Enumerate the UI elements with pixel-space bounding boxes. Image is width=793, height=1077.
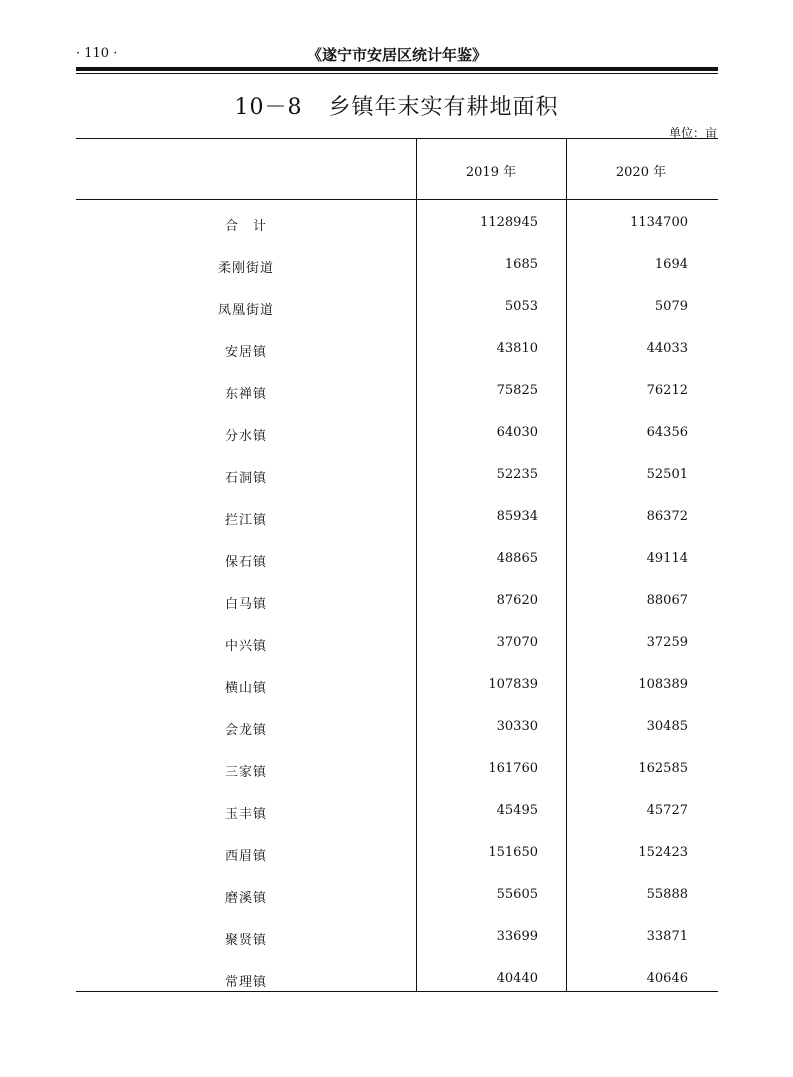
value-2019: 48865: [496, 551, 538, 566]
book-title: 《遂宁市安居区统计年鉴》: [306, 46, 487, 64]
value-2020: 1134700: [630, 215, 688, 230]
value-2020: 76212: [646, 383, 688, 398]
value-2020: 5079: [654, 299, 688, 314]
row-name: 分水镇: [224, 429, 267, 444]
column-header-2020: 2020 年: [615, 165, 667, 180]
value-2019: 87620: [496, 593, 538, 608]
table-row: [76, 589, 718, 631]
value-2020: 88067: [646, 593, 688, 608]
value-2019: 55605: [496, 887, 538, 902]
row-name: 凤凰街道: [217, 303, 274, 318]
row-name: 会龙镇: [224, 723, 267, 738]
row-name: 拦江镇: [224, 513, 267, 528]
value-2019: 151650: [488, 845, 538, 860]
value-2019: 1685: [504, 257, 538, 272]
table-body: [76, 211, 718, 1009]
row-name: 柔刚街道: [217, 261, 274, 276]
table-row: [76, 505, 718, 547]
value-2019: 52235: [496, 467, 538, 482]
row-name: 横山镇: [224, 681, 267, 696]
row-name: 合 计: [224, 219, 267, 234]
row-name: 玉丰镇: [224, 807, 267, 822]
value-2020: 40646: [646, 971, 688, 986]
value-2019: 40440: [496, 971, 538, 986]
value-2020: 52501: [646, 467, 688, 482]
value-2019: 43810: [496, 341, 538, 356]
table-row: [76, 421, 718, 463]
table-row: [76, 841, 718, 883]
page-header: [76, 44, 718, 66]
value-2019: 37070: [496, 635, 538, 650]
value-2019: 1128945: [480, 215, 538, 230]
table-row: [76, 799, 718, 841]
value-2019: 5053: [504, 299, 538, 314]
row-name: 东禅镇: [224, 387, 267, 402]
value-2019: 107839: [488, 677, 538, 692]
value-2019: 85934: [496, 509, 538, 524]
value-2020: 64356: [646, 425, 688, 440]
column-header-2019: 2019 年: [465, 165, 517, 180]
value-2020: 44033: [646, 341, 688, 356]
value-2020: 37259: [646, 635, 688, 650]
value-2020: 152423: [638, 845, 688, 860]
value-2019: 161760: [488, 761, 538, 776]
table-title-text: 乡镇年末实有耕地面积: [328, 95, 559, 120]
value-2019: 45495: [496, 803, 538, 818]
table-number: 10－8: [234, 95, 303, 120]
value-2019: 33699: [496, 929, 538, 944]
row-name: 中兴镇: [224, 639, 267, 654]
value-2020: 55888: [646, 887, 688, 902]
value-2020: 108389: [638, 677, 688, 692]
data-table: [76, 138, 718, 992]
table-header-rule: [76, 199, 718, 200]
value-2019: 30330: [496, 719, 538, 734]
table-title: [0, 90, 793, 121]
row-name: 磨溪镇: [224, 891, 267, 906]
table-row: [76, 883, 718, 925]
table-row: [76, 211, 718, 253]
row-name: 常理镇: [224, 975, 267, 990]
table-row: [76, 379, 718, 421]
row-name: 西眉镇: [224, 849, 267, 864]
table-row: [76, 547, 718, 589]
table-row: [76, 337, 718, 379]
table-row: [76, 673, 718, 715]
row-name: 保石镇: [224, 555, 267, 570]
header-rule-thin: [76, 73, 718, 74]
value-2020: 30485: [646, 719, 688, 734]
table-row: [76, 295, 718, 337]
value-2020: 86372: [646, 509, 688, 524]
value-2020: 33871: [646, 929, 688, 944]
header-rule-thick: [76, 67, 718, 71]
value-2020: 162585: [638, 761, 688, 776]
row-name: 聚贤镇: [224, 933, 267, 948]
value-2019: 75825: [496, 383, 538, 398]
row-name: 三家镇: [224, 765, 267, 780]
table-row: [76, 715, 718, 757]
row-name: 石洞镇: [224, 471, 267, 486]
unit-label: 单位：亩: [668, 126, 717, 140]
value-2020: 1694: [654, 257, 688, 272]
table-row: [76, 631, 718, 673]
value-2019: 64030: [496, 425, 538, 440]
table-row: [76, 463, 718, 505]
page-number: · 110 ·: [76, 46, 118, 61]
row-name: 安居镇: [224, 345, 267, 360]
table-row: [76, 967, 718, 1009]
row-name: 白马镇: [224, 597, 267, 612]
table-row: [76, 253, 718, 295]
value-2020: 49114: [646, 551, 688, 566]
table-row: [76, 757, 718, 799]
table-row: [76, 925, 718, 967]
value-2020: 45727: [646, 803, 688, 818]
